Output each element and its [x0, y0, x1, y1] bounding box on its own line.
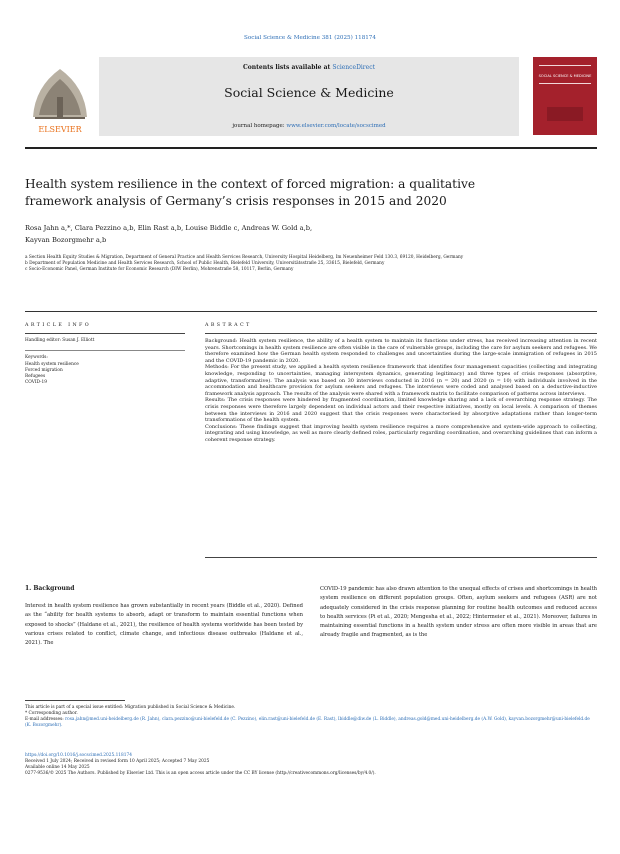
homepage-prefix: journal homepage: [232, 123, 285, 129]
authors-line-1[interactable]: Rosa Jahn a,*, Clara Pezzino a,b, Elin Rast a,b, Louise Biddle c, Andreas W. Gold a,b, [25, 224, 313, 232]
footnote-corresponding: * Corresponding author. [25, 710, 78, 716]
abstract-heading: ABSTRACT [205, 323, 252, 328]
abstract-body [205, 338, 597, 444]
section-rule [25, 311, 597, 312]
body-column-right: COVID-19 pandemic has also drawn attention to the unequal effects of crises and shortcomings in health system resilience on different population groups. Often, asylum seekers and refugees (ASR) are not adequately considered in the crisis response planning for routine health outcomes and reduced access to health services (Pi et al., 2020; Mengesha et al., 2022; Hintermeier et al., 2021). Moreover, failures in maintaining essential functions in a health system under stress are often more visible in areas that are already fragile and fragmented, as is the [320, 586, 597, 639]
handling-editor: Handling editor: Susan J. Elliott [25, 338, 95, 343]
authors-line-2[interactable]: Kayvan Bozorgmehr a,b [25, 236, 107, 244]
license-statement: 0277-9536/© 2025 The Authors. Published by Elsevier Ltd. This is an open access article under the CC BY license (http://creativecommons.org/licenses/by/4.0/). [25, 770, 376, 776]
abstract-background: Background: Health system resilience, the ability of a health system to maintain its functions under stress, has received increasing attention in recent years. Shortcomings in health system resilience are often visible in the care of vulnerable groups, including the care for asylum seekers and refugees. We therefore examined how the German health system responded to challenges and uncertainties during the large-scale immigration of refugees in 2015 and the COVID-19 pandemic in 2020. [205, 338, 597, 364]
elsevier-logo [25, 57, 95, 137]
keyword-item: COVID-19 [25, 379, 47, 385]
title-line-2: framework analysis of Germany’s crisis responses in 2015 and 2020 [25, 194, 447, 208]
journal-name: Social Science & Medicine [224, 85, 394, 100]
keyword-item: Health system resilience [25, 362, 79, 367]
homepage-link[interactable]: www.elsevier.com/locate/socscimed [286, 123, 386, 129]
doi-link[interactable]: https://doi.org/10.1016/j.socscimed.2025.118174 [25, 753, 132, 758]
title-line-1: Health system resilience in the context of forced migration: a qualitative [25, 177, 476, 191]
keywords-heading: Keywords: [25, 355, 48, 360]
keyword-list [25, 362, 185, 386]
emails-label: E-mail addresses: [25, 716, 64, 722]
contents-line [99, 64, 519, 71]
journal-reference[interactable]: Social Science & Medicine 381 (2025) 118174 [244, 35, 376, 41]
sciencedirect-link[interactable]: ScienceDirect [332, 64, 375, 71]
body-column-left: Interest in health system resilience has grown substantially in recent years (Biddle et al., 2020). Defined as the “ability for health systems to absorb, adapt or transform to maintain essential functions when exposed to shocks” (Haldane et al., 2021), the resilience of health systems worldwide has been tested by various crises related to conflict, climate change, and infectious disease outbreaks (Haldane et al., 2021). The [25, 603, 303, 647]
keyword-item: Forced migration [25, 367, 63, 373]
available-online: Available online 14 May 2025 [25, 764, 90, 770]
abstract-results: Results: The crisis responses were hindered by fragmented coordination, limited knowledge sharing and a lack of overarching response strategy. The crisis responses were therefore largely dependent on individual actors and their respective initiatives, mostly on local levels. A comparison of themes between the interviews in 2016 and 2020 suggest that the crisis responses were characterised by absorptive adaptations rather than longer-term transformations of the health system. [205, 397, 597, 424]
homepage-line [99, 123, 519, 129]
abstract-rule [205, 333, 597, 334]
abstract-end-rule [205, 557, 597, 558]
section-heading-background: 1. Background [25, 585, 75, 592]
journal-cover-thumbnail[interactable] [533, 57, 597, 135]
article-title [25, 176, 525, 210]
affiliation-c: c Socio-Economic Panel, German Institute for Economic Research (DIW Berlin), Mohrenstraße 58, 10117, Berlin, Germany [25, 266, 294, 272]
footnote-rule [25, 700, 125, 701]
author-list [25, 222, 525, 246]
footnote-special-issue: This article is part of a special issue entitled: Migration published in Social Science & Medicine. [25, 705, 236, 710]
contents-prefix: Contents lists available at [243, 64, 331, 71]
footnote-emails [25, 717, 597, 729]
received-dates: Received 1 July 2024; Received in revised form 10 April 2025; Accepted 7 May 2025 [25, 758, 210, 764]
abstract-conclusions: Conclusions: These findings suggest that improving health system resilience requires a more comprehensive and system-wide approach to collecting, integrating and using knowledge, as well as more clearly defined roles, particularly regarding coordination, and overarching guidelines that can inform a coherent response strategy. [205, 423, 597, 443]
publication-info [25, 753, 597, 777]
affiliation-b: b Department of Population Medicine and Health Services Research, School of Public Health, Bielefeld University, Universitätsstraße 25, 33615, Bielefeld, Germany [25, 260, 385, 266]
abstract-methods: Methods: For the present study, we applied a health system resilience framework that identifies four management capacities (collecting and integrating knowledge, responding to uncertainties, managing intersystem dynamics, generating legitimacy) and three types of crisis responses (absorptive, adaptive, transformative). The analysis was based on 30 interviews conducted in 2016 (n = 20) and 2020 (n = 10) with individuals involved in the accommodation and healthcare provision for asylum seekers and refugees. The interviews were coded and analysed based on a deductive-inductive framework analysis approach. The results of the analysis were shared with a framework matrix to facilitate comparison of patterns across interviews. [205, 364, 597, 397]
email-links[interactable]: rosa.jahn@med.uni-heidelberg.de (R. Jahn), clara.pezzino@uni-bielefeld.de (C. Pezzino), elin.rast@uni-bielefeld.de (E. Rast), lbiddle@diw.de (L. Biddle), andreas.gold@med.uni-heidelberg.de (A.W. Gold), kayvan.bozorgmehr@uni-bielefeld.de (K. Bozorgmehr). [25, 716, 590, 728]
affiliations [25, 255, 565, 273]
footnotes [25, 705, 597, 729]
article-info-heading: ARTICLE INFO [25, 323, 92, 328]
keyword-item: Refugees [25, 373, 46, 379]
cover-title: SOCIAL SCIENCE & MEDICINE [538, 74, 592, 78]
affiliation-a: a Section Health Equity Studies & Migration, Department of General Practice and Health Services Research, University Hospital Heidelberg, Im Neuenheimer Feld 130.3, 69120, Heidelberg, Germany [25, 255, 464, 260]
publisher-wordmark: ELSEVIER [38, 125, 82, 134]
article-info-divider [25, 350, 185, 351]
journal-header-box [99, 57, 519, 136]
header-rule [25, 147, 597, 149]
article-info-rule [25, 333, 185, 334]
